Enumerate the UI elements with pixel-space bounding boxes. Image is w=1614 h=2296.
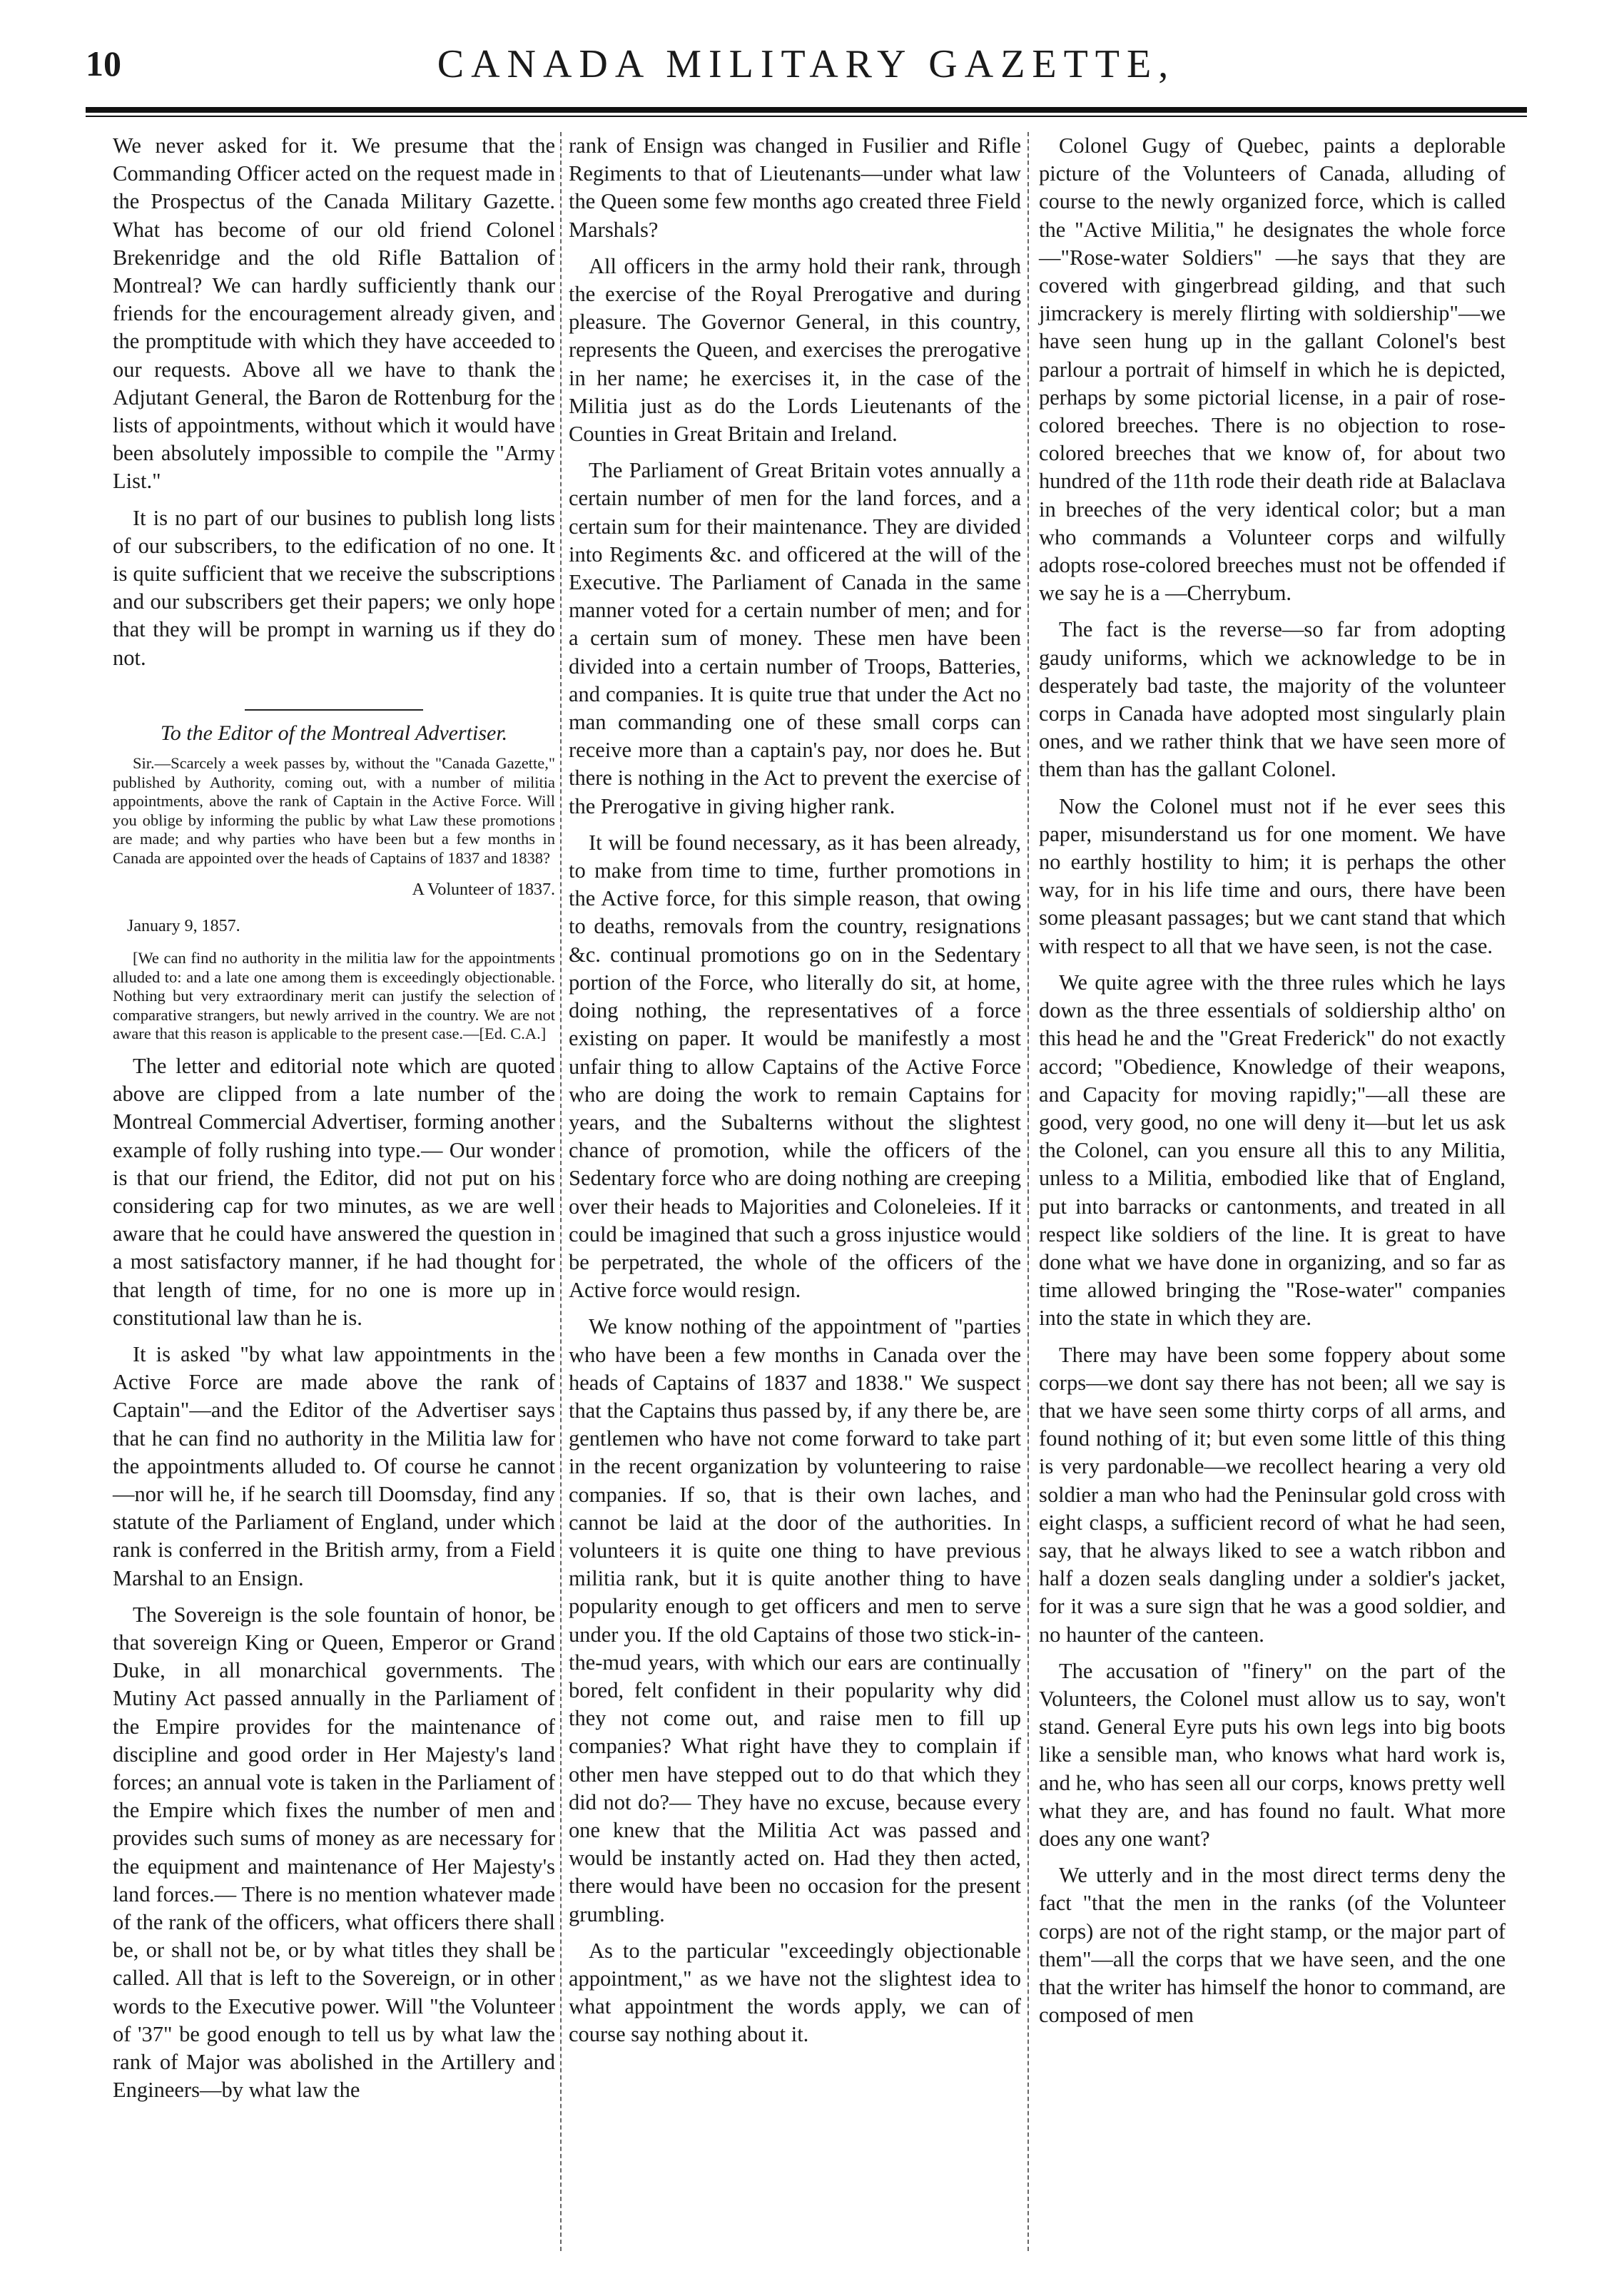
paragraph: It is no part of our busines to publish long lists of our subscribers, to the edification of no one. It is quite sufficient that we receive the subscriptions and our subscribers get their papers; we only hope that they will be prompt in warning us if they do not. <box>113 505 555 670</box>
letter-heading: To the Editor of the Montreal Advertiser. <box>160 721 508 745</box>
paragraph: We quite agree with the three rules which he lays down as the three essentials of soldiership altho' on this head he and the "Great Frederick" do not exactly accord; "Obedience, Knowledge of their weapons, and Capacity for moving rapidly;"—all these are good, very good, no one will deny it—but let us ask the Colonel, can you ensure all this to any Militia, unless to a Militia, embodied like that of England, put into barracks or cantonments, and treated in all respect like soldiers of the line. It is great to have done what we have done in organizing, and so far as time allowed bringing the "Rose-water" companies into the state in which they are. <box>1039 970 1506 1331</box>
editor-note: [We can find no authority in the militia law for the appointments alluded to: and a late one among them is exceedingly objectionable. Nothing but very extraordinary merit can justify the selection of comparative strangers, but newly arrived in the country. We are not aware that this reason is applicable to the present case.—[Ed. C.A.] <box>113 949 555 1043</box>
paragraph: As to the particular "exceedingly objectionable appointment," as we have not the slightest idea to what appointment the words apply, we can of course say nothing about it. <box>569 1938 1021 2047</box>
paragraph: We never asked for it. We presume that the Commanding Officer acted on the request made in the Prospectus of the Canada Military Gazette. What has become of our old friend Colonel Brekenridge and the old Rifle Battalion of Montreal? We can hardly sufficiently thank our friends for the encouragement already given, and the promptitude with which they have acceeded to our requests. Above all we have to thank the Adjutant General, the Baron de Rottenburg for the lists of appointments, without which it would have been absolutely impossible to compile the "Army List." <box>113 133 555 494</box>
page-header <box>86 37 1527 101</box>
header-rule-thin <box>86 116 1527 117</box>
paragraph: rank of Ensign was changed in Fusilier and Rifle Regiments to that of Lieutenants—under what law the Queen some few months ago created three Field Marshals? <box>569 133 1021 242</box>
paragraph: Colonel Gugy of Quebec, paints a deplorable picture of the Volunteers of Canada, alluding of course to the newly organized force, which is called the "Active Militia," he designates the whole force—"Rose-water Soldiers" —he says that they are covered with gingerbread gilding, and that such jimcrackery is merely flirting with soldiership"—we have seen hung up in the gallant Colonel's best parlour a portrait of himself in which he is depicted, perhaps by some pictorial license, in a pair of rose-colored breeches. There is no objection to rose-colored breeches that we know of, for about two hundred of the 11th rode their death ride at Balaclava in breeches of the very identical color; but a man who commands a Volunteer corps and wilfully adopts rose-colored breeches must not be offended if we say he is a —Cherrybum. <box>1039 133 1506 606</box>
column-divider-2 <box>1027 132 1029 2251</box>
paragraph: The accusation of "finery" on the part of the Volunteers, the Colonel must allow us to say, won't stand. General Eyre puts his own legs into big boots like a sensible man, who knows what hard work is, and he, who has seen all our corps, knows pretty well what they are, and has found no fault. What more does any one want? <box>1039 1658 1506 1851</box>
header-rule-thick <box>86 107 1527 113</box>
paragraph: All officers in the army hold their rank, through the exercise of the Royal Prerogative and during pleasure. The Governor General, in this country, represents the Queen, and exercises the prerogative in her name; he exercises it, in the case of the Militia just as do the Lords Lieutenants of the Counties in Great Britain and Ireland. <box>569 253 1021 447</box>
paragraph: The letter and editorial note which are quoted above are clipped from a late number of the Montreal Commercial Advertiser, forming another example of folly rushing into type.— Our wonder is that our friend, the Editor, did not put on his considering cap for two minutes, as we are well aware that he could have answered the question in a most satisfactory manner, if he had thought for that length of time, for no one is more up in constitutional law than he is. <box>113 1053 555 1330</box>
paragraph: The fact is the reverse—so far from adopting gaudy uniforms, which we acknowledge to be in desperately bad taste, the majority of the volunteer corps in Canada have adopted most singularly plain ones, and we rather think that we have seen more of them than has the gallant Colonel. <box>1039 617 1506 782</box>
column-3 <box>1039 132 1506 2038</box>
section-divider <box>245 709 423 711</box>
newspaper-title: CANADA MILITARY GAZETTE, <box>437 42 1176 86</box>
paragraph: Now the Colonel must not if he ever sees this paper, misunderstand us for one moment. We have no earthly hostility to him; it is perhaps the other way, for in his life time and ours, there have been some pleasant passages; but we cant stand that which with respect to all that we have seen, is not the case. <box>1039 793 1506 958</box>
letter-date: January 9, 1857. <box>127 917 240 936</box>
paragraph: We know nothing of the appointment of "parties who have been a few months in Canada over the heads of Captains of 1837 and 1838." We suspect that the Captains thus passed by, if any there be, are gentlemen who have not come forward to take part in the recent organization by volunteering to raise companies. If so, that is their own laches, and cannot be laid at the door of the authorities. In volunteers it is quite one thing to have previous militia rank, but it is quite another thing to have popularity enough to get officers and men to serve under you. If the old Captains of those two stick-in-the-mud years, with which our ears are continually bored, felt confident in their popularity why did they not come out, and raise men to fill up companies? What right have they to complain if other men have stepped out to do that which they did not do?— They have no excuse, because every one knew that the Militia Act was passed and would be instantly acted on. Had they then acted, there would have been no occasion for the present grumbling. <box>569 1314 1021 1926</box>
paragraph: It will be found necessary, as it has been already, to make from time to time, further promotions in the Active force, for this simple reason, that owing to deaths, removals from the country, resignations &c. continual promotions go on in the Sedentary portion of the Force, who literally do sit, at home, doing nothing, the representatives of a force existing on paper. It would be manifestly a most unfair thing to allow Captains of the Active Force who are doing the work to remain Captains for years, and the Subalterns without the slightest chance of promotion, while the officers of the Sedentary force who are doing nothing are creeping over their heads to Majorities and Coloneleies. If it could be imagined that such a gross injustice would be perpetrated, the whole of the officers of the Active force would resign. <box>569 830 1021 1303</box>
paragraph: It is asked "by what law appointments in the Active Force are made above the rank of Captain"—and the Editor of the Advertiser says that he can find no authority in the Militia law for the appointments alluded to. Of course he cannot—nor will he, if he search till Doomsday, find any statute of the Parliament of England, under which rank is conferred in the British army, from a Field Marshal to an Ensign. <box>113 1342 555 1590</box>
paragraph: We utterly and in the most direct terms deny the fact "that the men in the ranks (of the Volunteer corps) are not of the right stamp, or the major part of them"—all the corps that we have seen, and the one that the writer has himself the honor to command, are composed of men <box>1039 1863 1506 2028</box>
column-divider-1 <box>560 132 562 2251</box>
letter-signature: A Volunteer of 1837. <box>412 880 555 900</box>
letter-body: Sir.—Scarcely a week passes by, without the "Canada Gazette," published by Authority, coming out, with a number of militia appointments, above the rank of Captain in the Active Force. Will you oblige by informing the public by what Law these promotions are made; and why parties who have been but a few months in Canada are appointed over the heads of Captains of 1837 and 1838? <box>113 754 555 867</box>
column-1 <box>113 132 555 2113</box>
paragraph: The Parliament of Great Britain votes annually a certain number of men for the land forces, and a certain sum for their maintenance. They are divided into Regiments &c. and officered at the will of the Executive. The Parliament of Canada in the same manner voted for a certain number of men; and for a certain sum of money. These men have been divided into a certain number of Troops, Batteries, and companies. It is quite true that under the Act no man commanding one of these small corps can receive more than a captain's pay, nor does he. But there is nothing in the Act to prevent the exercise of the Prerogative in giving higher rank. <box>569 458 1021 818</box>
paragraph: The Sovereign is the sole fountain of honor, be that sovereign King or Queen, Emperor or Grand Duke, in all monarchical governments. The Mutiny Act passed annually in the Parliament of the Empire provides for the maintenance of discipline and good order in Her Majesty's land forces; an annual vote is taken in the Parliament of the Empire which fixes the number of men and provides such sums of money as are necessary for the equipment and maintenance of Her Majesty's land forces.— There is no mention whatever made of the rank of the officers, what officers there shall be, or shall not be, or by what titles they shall be called. All that is left to the Sovereign, or in other words to the Executive power. Will "the Volunteer of '37" be good enough to tell us by what law the rank of Major was abolished in the Artillery and Engineers—by what law the <box>113 1602 555 2103</box>
column-2 <box>569 132 1021 2058</box>
page-number: 10 <box>86 44 121 83</box>
paragraph: There may have been some foppery about some corps—we dont say there has not been; all we say is that we have seen some thirty corps of all arms, and found nothing of it; but even some little of this thing is very pardonable—we recollect hearing a very old soldier a man who had the Peninsular gold cross with eight clasps, a sufficient record of what he had seen, say, that he always liked to see a watch ribbon and half a dozen seals dangling under a soldier's jacket, for it was a sure sign that he was a good soldier, and no haunter of the canteen. <box>1039 1342 1506 1647</box>
